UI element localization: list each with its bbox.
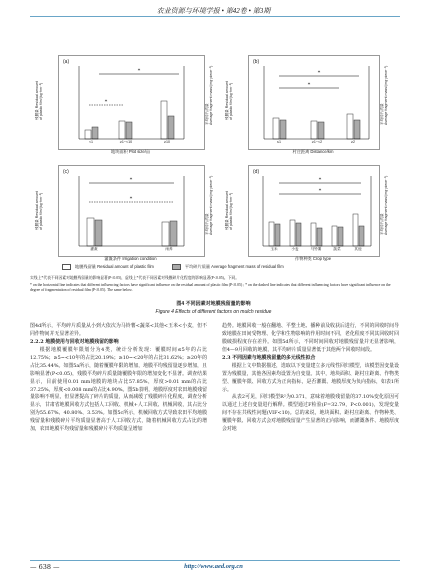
legend-label: 平均碎片质量 Average fragment mass of residual film xyxy=(184,264,284,269)
bar-fragment xyxy=(126,122,132,139)
tick-label: ≥10 xyxy=(164,140,170,144)
panel-c xyxy=(58,165,205,257)
paragraph: 根据上文中数据描述，选取以下变量建立多元线性回归模型，该模型因变量设置为残膜量，其他各因素均设置为自变量。其中，地块面积、距村庄距离、作物类型、覆膜年限、回收方式为正向指标，是否灌溉、地膜厚度为负向指标，如表1所示。 xyxy=(222,362,399,393)
y-axis-label: 残膜量 Residual amount of plastic film/(kg·hm⁻²) xyxy=(225,81,233,120)
bar-fragment xyxy=(280,120,286,139)
tick-label: 玉米 xyxy=(270,247,278,251)
sig-star: * xyxy=(307,82,311,88)
footer-rule xyxy=(30,560,400,561)
panel-label: (a) xyxy=(63,59,70,65)
bar-fragment xyxy=(92,127,98,139)
sig-star: * xyxy=(317,70,321,76)
y-axis-label: 残膜量 Residual amount of plastic film/(kg·hm⁻²) xyxy=(35,191,43,230)
panel-a xyxy=(58,55,205,150)
panel-c-plot xyxy=(59,166,204,256)
panel-d xyxy=(248,165,380,257)
legend-swatch-grey xyxy=(172,264,181,270)
tick-label: <1 xyxy=(88,140,94,144)
body-column-left xyxy=(30,323,207,434)
y-axis-label: 残膜量 Residual amount of plastic film/(kg·hm⁻²) xyxy=(225,191,233,230)
bar-residual xyxy=(347,114,353,139)
tick-label: 灌溉 xyxy=(90,247,98,251)
paragraph: 图4d所示，平均碎片质量从小到大依次为马铃薯<蔬菜<其他<玉米<小麦，但不同作物间并无显著差异。 xyxy=(30,323,207,337)
page-number: — 638 — xyxy=(30,563,60,571)
y-axis-label: 残膜量 Residual amount of plastic film/(kg·hm⁻²) xyxy=(35,81,43,120)
bar-residual xyxy=(269,222,274,246)
bar-residual xyxy=(161,101,167,139)
tick-label: ≥1~<2 xyxy=(311,140,323,144)
tick-label: 小麦 xyxy=(291,247,299,251)
bar-fragment xyxy=(338,227,343,246)
bar-fragment xyxy=(318,122,324,139)
panel-b-plot xyxy=(249,56,379,149)
legend xyxy=(62,264,284,270)
panel-d-plot xyxy=(249,166,379,256)
tick-label: 其他 xyxy=(354,247,362,251)
figure-caption-zh: 图4 不同因素对地膜残留量的影响 xyxy=(176,301,251,307)
sig-star: * xyxy=(137,68,141,74)
figure-note-zh: 实线上*代表不同因素对地膜残留量的影响显著(P<0.05)，虚线上*代表不同因素对残膜碎片化程度的影响显著(P<0.05)。下同。 xyxy=(30,276,240,280)
bars xyxy=(87,218,177,246)
sig-star: * xyxy=(104,99,108,105)
tick-label: 雨养 xyxy=(165,247,173,251)
bar-fragment xyxy=(354,120,360,139)
tick-label: 马铃薯 xyxy=(310,247,322,251)
figure-note-en: * on the horizontal line indicates that different influencing factors have significant influence on the residual amount of plastic film (P<0.05) ; * on the dashed line indicates that different influencing factors have significant influence on the degree of fragmentation of residual film (P<0.05). The same below. xyxy=(30,283,391,293)
y2-axis-label: 平均碎片质量 Average fragment mass/(mg·piece⁻¹) xyxy=(205,65,213,125)
sig-star: * xyxy=(318,177,322,183)
bars xyxy=(269,214,364,246)
x-axis-label: 地块面积 Plot size/亩 xyxy=(110,149,151,154)
figure-caption-en: Figure 4 Effects of different factors on mulch residue xyxy=(155,309,272,315)
bar-residual xyxy=(332,226,337,246)
tick-label: ≥1~<10 xyxy=(119,140,133,144)
bar-residual xyxy=(311,223,316,246)
bar-fragment xyxy=(168,116,174,139)
y2-axis-label: 平均碎片质量 Average fragment mass/(mg·piece⁻¹) xyxy=(205,175,213,235)
sig-star: * xyxy=(318,188,322,194)
panel-label: (d) xyxy=(253,169,260,175)
tick-label: ≥2 xyxy=(351,140,355,144)
panel-a-plot xyxy=(59,56,204,149)
journal-url[interactable]: http://www.aed.org.cn xyxy=(184,563,243,570)
bar-residual xyxy=(87,218,94,246)
bar-residual xyxy=(290,220,295,246)
paragraph: 根据地膜覆膜年限划分为4类，统计分析发现：覆膜时间≤5年的占比12.75%；≥5~<10年的占比20.19%；≥10~<20年的占比31.62%；≥20年的占比35.44%。如图5a所示，随着覆膜年限的增加，地膜平均残留量逐步增加，且影响显著(P<0.05)，残膜平均碎片质量随覆膜年限的增加变化不显著。调查结果显示，目前使用0.01 mm地膜的地块占比57.85%，厚度>0.01 mm的占比37.25%，厚度<0.008 mm的占比4.90%。图5b表明，地膜厚度对农田地膜残留量影响不明显，但显著提高了碎片的质量，从而减缓了残膜碎片化程度。调查分析显示，甘肃省地膜回收方式包括人工回收、机械+人工回收、机械回收，其占比分别为55.67%、40.80%、3.53%。如图5c所示，机械回收方式导致农田平均地膜残留量和残膜碎片平均质量显著高于人工回收方式，随着机械回收方式占比的增加，农田地膜平均残留量和残膜碎片平均质量呈增加 xyxy=(30,346,207,433)
sig-star: * xyxy=(129,196,133,202)
panel-label: (b) xyxy=(253,59,260,65)
section-heading: 2.2.2 地膜使用与回收对地膜残留的影响 xyxy=(30,338,119,345)
running-head: 农业资源与环境学报 • 第42卷 • 第3期 xyxy=(156,7,271,15)
x-axis-label: 灌溉条件 Irrigation condition xyxy=(104,256,157,261)
legend-swatch-white xyxy=(62,264,71,270)
tick-label: ≤1 xyxy=(277,140,281,144)
body-column-right xyxy=(222,323,399,434)
x-axis-label: 作物种类 Crop type xyxy=(294,256,332,261)
sig-star: * xyxy=(129,177,133,183)
paragraph: 趋势。地膜回收一般在翻地、平整土地、播种前及收获后进行，不同的回收时间导致地膜在田间受物理、化学和生物影响的作用时间不同，老化程度不同其回收时回膜破损程度存在差异。如图5d所示，不同时间回收对地膜残留量并无显著影响，但4—9月回收的地膜，其平均碎片质量显著低于其他两个回收时间段。 xyxy=(222,323,399,353)
bar-residual xyxy=(311,121,317,139)
y2-axis-label: 平均碎片质量 Average fragment mass/(mg·piece⁻¹) xyxy=(380,175,388,235)
bar-residual xyxy=(119,121,125,139)
tick-label: 蔬菜 xyxy=(333,247,341,251)
bar-fragment xyxy=(359,226,364,246)
header-rule xyxy=(30,16,400,17)
panel-label: (c) xyxy=(63,169,69,175)
bar-fragment xyxy=(275,224,280,246)
bar-fragment xyxy=(95,220,102,246)
bar-residual xyxy=(273,118,279,139)
section-heading: 2.3 不同因素与地膜残留量的多元线性拟合 xyxy=(222,354,316,361)
bar-fragment xyxy=(317,228,322,246)
bars xyxy=(273,114,360,139)
bars xyxy=(85,101,174,139)
paragraph: 从表2可见，回归模型R²为0.371，意味着地膜残留量的37.10%变化原因可以通过上述自变量进行解释。模型通过F检验(F=32.79，P<0.001)，发现变量间不存在共线性问题(VIF<10)。总的来说，地块面积、距村庄距离、作物种类、覆膜年限、回收方式会对地膜残留量产生显著的正向影响，而灌溉条件、地膜厚度会对地 xyxy=(222,394,399,433)
x-axis-label: 村庄距离 Distance/km xyxy=(292,149,334,154)
bar-fragment xyxy=(170,221,177,246)
legend-label: 地膜残留量 Residual amount of plastic film xyxy=(75,264,154,269)
bar-residual xyxy=(353,214,358,246)
y2-axis-label: 平均碎片质量 Average fragment mass/(mg·piece⁻¹) xyxy=(380,65,388,125)
bar-residual xyxy=(85,130,91,139)
bar-fragment xyxy=(296,223,301,246)
bar-residual xyxy=(162,222,169,246)
panel-b xyxy=(248,55,380,150)
